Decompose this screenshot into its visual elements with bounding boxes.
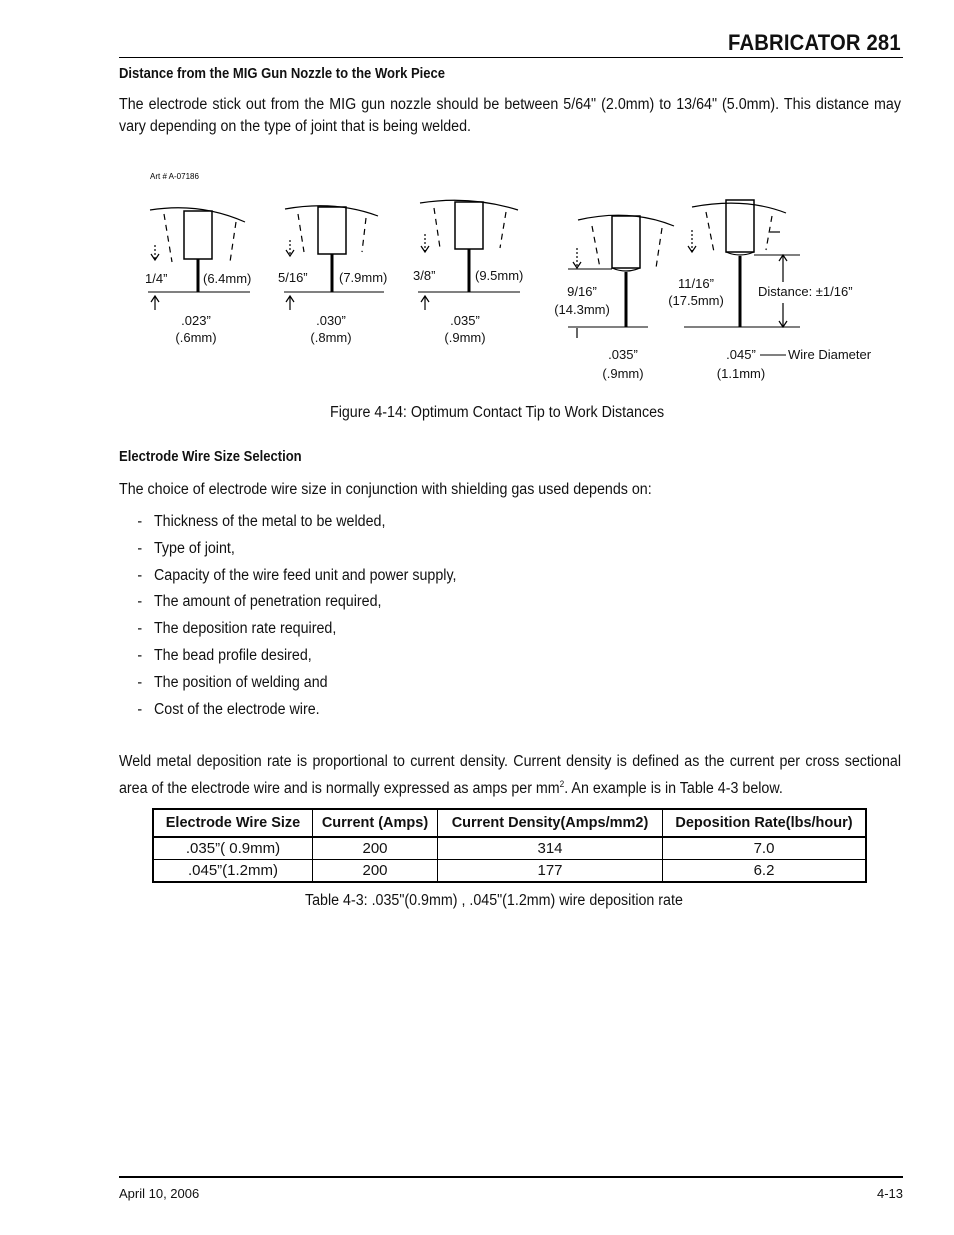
list-item: - Type of joint,: [137, 539, 235, 557]
table-header-cell: Electrode Wire Size: [153, 809, 313, 837]
list-item: - Thickness of the metal to be welded,: [137, 513, 386, 530]
item2-distance-mm: (7.9mm): [339, 270, 388, 285]
item5-distance-in: 11/16”: [678, 276, 714, 291]
deposition-rate-table: [152, 808, 867, 883]
list-item: - The amount of penetration required,: [137, 593, 382, 611]
item5-wire-in: .045”: [726, 347, 756, 362]
item1-distance-mm: (6.4mm): [203, 271, 252, 286]
table-cell: 7.0: [663, 837, 867, 860]
item4-distance-in: 9/16”: [567, 284, 597, 299]
wire-size-factors-list: [119, 511, 486, 725]
item1-wire-mm: (.6mm): [175, 330, 217, 345]
table-header-cell: Current Density(Amps/mm2): [438, 809, 663, 837]
art-number: Art # A-07186: [150, 172, 199, 181]
diagram-item-4: [568, 215, 674, 338]
contact-tip-diagram: [0, 160, 954, 390]
footer-date: April 10, 2006: [119, 1186, 200, 1201]
table-caption: Table 4-3: .035"(0.9mm) , .045"(1.2mm) wire deposition rate: [305, 892, 683, 909]
item2-wire-in: .030”: [316, 313, 346, 328]
table-cell: 200: [313, 860, 438, 883]
table-cell: 6.2: [663, 860, 867, 883]
diagram-item-2: [284, 206, 384, 310]
item2-wire-mm: (.8mm): [310, 330, 352, 345]
header-rule: [119, 57, 903, 58]
section-heading-nozzle-distance: Distance from the MIG Gun Nozzle to the Work Piece: [119, 66, 446, 82]
list-item: - Cost of the electrode wire.: [137, 700, 320, 718]
table-header-cell: Current (Amps): [313, 809, 438, 837]
table-row: [153, 837, 866, 860]
item5-distance-mm: (17.5mm): [668, 293, 724, 308]
document-title: FABRICATOR 281: [728, 30, 901, 55]
list-item: - Capacity of the wire feed unit and power supply,: [137, 566, 457, 584]
table-cell: 200: [313, 837, 438, 860]
wire-diameter-label: Wire Diameter: [788, 347, 872, 362]
diagram-item-1: [148, 208, 250, 310]
tolerance-label: Distance: ±1/16”: [758, 284, 853, 299]
item4-wire-mm: (.9mm): [602, 366, 644, 381]
table-header-cell: Deposition Rate(lbs/hour): [663, 809, 867, 837]
table-header-row: [153, 809, 866, 837]
table-cell: 177: [438, 860, 663, 883]
footer-rule: [119, 1176, 903, 1178]
item3-wire-in: .035”: [450, 313, 480, 328]
section-heading-wire-size: Electrode Wire Size Selection: [119, 449, 302, 465]
item3-distance-in: 3/8”: [413, 268, 436, 283]
item4-wire-in: .035”: [608, 347, 638, 362]
list-item: - The deposition rate required,: [137, 620, 337, 638]
nozzle-distance-paragraph: The electrode stick out from the MIG gun nozzle should be between 5/64" (2.0mm) to 13/64" (5.0mm). This distance may vary depending on the type of joint that is being welded.: [119, 96, 901, 135]
item2-distance-in: 5/16”: [278, 270, 308, 285]
item1-distance-in: 1/4”: [145, 271, 168, 286]
item4-distance-mm: (14.3mm): [554, 302, 610, 317]
table-cell: .035”( 0.9mm): [153, 837, 313, 860]
deposition-paragraph: Weld metal deposition rate is proportional to current density. Current density is defined as the current per cross sectional area of the electrode wire and is normally expressed as amps per $mm^2$. An example is in Table 4-3 below.: [119, 753, 901, 798]
list-item: - The position of welding and: [137, 673, 328, 691]
item3-wire-mm: (.9mm): [444, 330, 486, 345]
item3-distance-mm: (9.5mm): [475, 268, 524, 283]
list-item: - The bead profile desired,: [137, 646, 312, 664]
table-cell: 314: [438, 837, 663, 860]
page-number: 4-13: [876, 1186, 903, 1201]
item1-wire-in: .023”: [181, 313, 211, 328]
table-row: [153, 860, 866, 883]
figure-caption: Figure 4-14: Optimum Contact Tip to Work Distances: [330, 404, 665, 421]
wire-size-intro: The choice of electrode wire size in conjunction with shielding gas used depends on:: [119, 481, 652, 498]
diagram-item-3: [418, 200, 520, 310]
item5-wire-mm: (1.1mm): [716, 366, 766, 381]
table-cell: .045”(1.2mm): [153, 860, 313, 883]
